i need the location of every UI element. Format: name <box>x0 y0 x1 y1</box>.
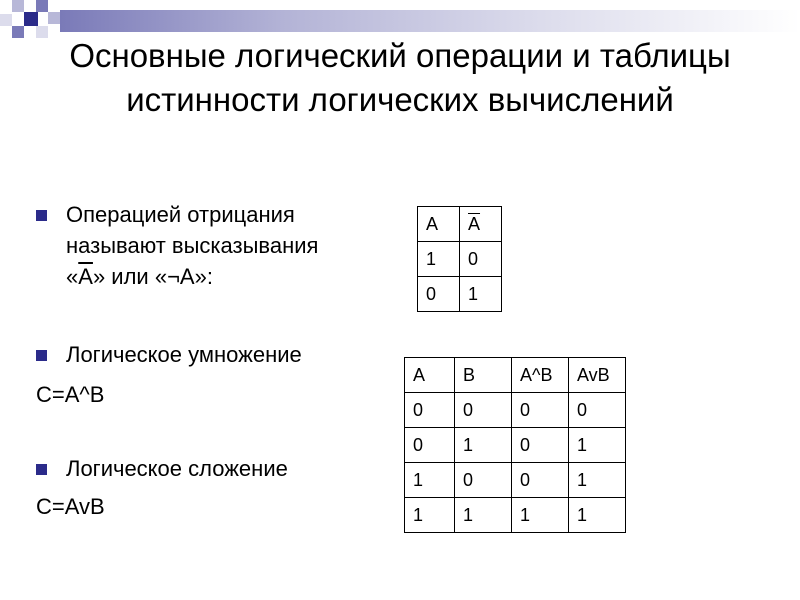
table-cell: 0 <box>512 428 569 463</box>
table-cell: 1 <box>569 463 626 498</box>
table-header-row <box>405 358 626 393</box>
header-cell: A <box>418 207 460 242</box>
deco-square <box>12 26 24 38</box>
negation-truth-table <box>417 206 502 312</box>
table-cell: 1 <box>405 463 455 498</box>
table-cell: 0 <box>405 393 455 428</box>
table-cell: 1 <box>512 498 569 533</box>
header-cell: A^B <box>512 358 569 393</box>
negation-line-3 <box>66 262 213 292</box>
negated-a: A <box>179 264 195 289</box>
table-cell: 0 <box>455 463 512 498</box>
table-cell: 1 <box>455 498 512 533</box>
addition-formula: C=AvB <box>36 494 105 519</box>
header-cell: B <box>455 358 512 393</box>
negated-a-overline: $\overline{A}$ <box>468 213 481 234</box>
slide-title: Основные логический операции и таблицы истинности логических вычислений <box>69 37 731 118</box>
multiplication-label: Логическое умножение <box>66 342 302 367</box>
header-cell <box>460 207 502 242</box>
table-row <box>405 463 626 498</box>
table-cell: 0 <box>569 393 626 428</box>
not-symbol-icon: ¬ <box>167 264 180 289</box>
multiplication-formula: C=A^B <box>36 382 105 407</box>
header-cell: AvB <box>569 358 626 393</box>
table-cell: 1 <box>569 498 626 533</box>
table-cell: 1 <box>455 428 512 463</box>
header-gradient-band <box>60 10 800 32</box>
table-row <box>405 393 626 428</box>
table-cell: 0 <box>512 393 569 428</box>
negation-line-1: Операцией отрицания <box>66 202 295 227</box>
addition-label: Логическое сложение <box>66 456 288 481</box>
table-cell: 0 <box>405 428 455 463</box>
table-cell: 0 <box>460 242 502 277</box>
deco-square <box>36 0 48 12</box>
table-header-row <box>418 207 502 242</box>
deco-square <box>48 12 60 24</box>
bullet-square-icon <box>36 350 47 361</box>
deco-square <box>24 12 38 26</box>
table-row <box>405 498 626 533</box>
table-cell: 1 <box>418 242 460 277</box>
deco-square <box>0 14 12 26</box>
quote-open: « <box>66 264 79 289</box>
table-cell: 0 <box>512 463 569 498</box>
header-cell: A <box>405 358 455 393</box>
negation-line-2: называют высказывания <box>66 233 319 258</box>
quote-close: »: <box>194 264 213 289</box>
table-cell: 1 <box>569 428 626 463</box>
table-row <box>418 242 502 277</box>
table-cell: 0 <box>455 393 512 428</box>
bullet-square-icon <box>36 464 47 475</box>
or-text: » или « <box>92 264 168 289</box>
deco-square <box>12 0 24 12</box>
table-cell: 0 <box>418 277 460 312</box>
negated-a-overline: $\overline{A}$ <box>78 264 93 289</box>
table-cell: 1 <box>460 277 502 312</box>
binary-truth-table <box>404 357 626 533</box>
table-cell: 1 <box>405 498 455 533</box>
bullet-square-icon <box>36 210 47 221</box>
table-row <box>418 277 502 312</box>
table-row <box>405 428 626 463</box>
